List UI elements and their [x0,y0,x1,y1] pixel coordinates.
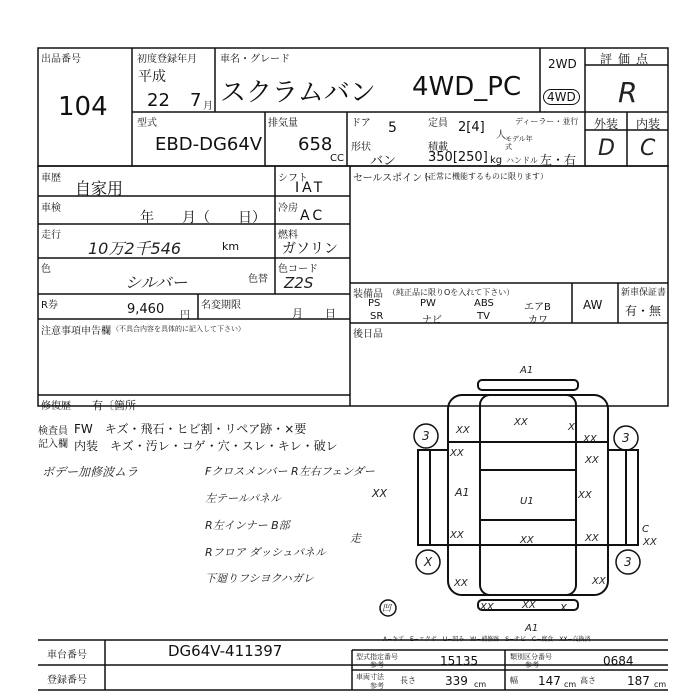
displacement: 658 [298,134,333,155]
diagram-mark: XX [578,490,592,501]
shaken-label: 車検 [41,203,61,214]
diagram-mark: XX [454,578,468,589]
car-name: スクラムバン [220,78,376,108]
warranty-label: 新車保証書 [621,288,667,298]
chassis-number: DG64V-411397 [168,642,283,660]
km-unit: km [222,240,240,253]
equip-abs: ABS [474,298,494,309]
inspector-label-2: 記入欄 [38,439,68,450]
color-change-label: 色替 [248,274,268,285]
type-no: 15135 [440,654,479,668]
reg-no-label: 登録番号 [47,675,87,686]
capacity: 2[4] [458,120,485,135]
grade: 4WD_PC [412,72,522,102]
equip-airbag: エアB [524,302,551,313]
date-label: 後日品 [353,329,383,340]
dealer-label: ディーラー・並行 [515,117,579,126]
width: 147 [538,674,561,688]
person-unit: 人 [496,130,506,141]
sales-label: セールスポイント [353,173,433,184]
len-label: 長さ [400,676,416,685]
note-6: 下廻りフシヨクハガレ [205,572,314,585]
model-code: EBD-DG64V [155,134,263,155]
equip-navi: ナビ [422,315,442,326]
type-no-label: 型式指定番号 [356,653,398,661]
equip-sub: （純正品に限りOを入れて下さい） [388,288,515,297]
lot-number: 104 [58,92,108,122]
circle-mark: 3 [422,429,430,443]
shaken-value: 年 月（ 日） [140,210,266,226]
note-4: R左インナー B部 [205,519,290,532]
height: 187 [627,674,650,688]
diagram-mark: XX [450,448,464,459]
inspector-row-2: 内装 キズ・汚レ・コゲ・穴・スレ・キレ・破レ [74,439,338,453]
ac-label: 冷房 [278,203,298,214]
circle-mark: 3 [624,555,632,569]
model-year-label: モデル年式 [505,135,533,151]
reg-month: 7 [190,90,202,111]
mileage: 10万2千546 [88,239,182,258]
diagram-mark: X [560,603,567,614]
displacement-label: 排気量 [268,118,298,129]
equip-pw: PW [420,298,436,309]
equip-aw: AW [583,298,603,312]
diagram-mark-a1: A1 [455,486,470,499]
note-3: 左テールパネル [205,492,282,505]
equip-label: 装備品 [353,289,383,300]
recycle-amount: 9,460 [127,302,165,317]
kg-unit: kg [490,155,503,166]
history: 自家用 [75,179,124,198]
diagram-legend: A−キズ E−エクボ U−凹み W−補修跡 S−サビ C−腐食 XX−交換済 [383,636,591,643]
diagram-mark-c: C [642,524,649,535]
chassis-label: 車台番号 [47,650,87,661]
drive-4wd: 4WD [543,89,580,105]
inspector-label-1: 検査員 [38,426,68,437]
dims-label: 車両寸法 [356,673,384,681]
note-1: ボデー加修波ムラ [42,465,139,479]
class-no-label: 類別区分番号 [510,653,552,661]
diagram-mark: XX [520,535,534,546]
diagram-mark-a1-bottom: A1 [525,623,539,634]
notes-sub: （不具合内容を具体的に記入して下さい） [112,325,245,333]
diagram-mark: XX [643,537,657,548]
handle-label: ハンドル [506,156,538,165]
exterior-grade: D [598,136,615,161]
mileage-label: 走行 [41,230,61,241]
capacity-label: 定員 [428,118,448,129]
diagram-mark: XX [522,600,536,611]
diagram-mark: XX [480,602,494,613]
doors: 5 [388,120,397,136]
note-5: Rフロア ダッシュパネル [205,546,326,559]
diagram-mark-u1: U1 [520,496,534,507]
color-label: 色 [41,264,51,275]
diagram-mark-a1-top: A1 [520,365,534,376]
color: シルバー [125,273,188,292]
interior-grade: C [640,136,656,161]
diagram-mark: X [568,422,575,433]
shift: IAT [295,180,326,196]
type-no-ref: 参考 [370,661,384,669]
handle: 左・右 [540,153,577,167]
rating-label: 評価点 [600,52,655,66]
repair-label: 修復歴 [41,401,71,412]
cc-unit: CC [330,153,344,164]
reg-label: 初度登録年月 [137,54,197,65]
inspector-row-1: FW キズ・飛石・ヒビ割・リペア跡・×要 [74,422,307,436]
color-code-label: 色コード [278,264,318,275]
lot-label: 出品番号 [41,54,81,65]
diagram-mark: XX [583,434,597,445]
dims-ref: 参考 [370,682,384,690]
diagram-mark: XX [585,455,599,466]
diagram-mark: XX [456,425,470,436]
diagram-mark: XX [514,417,528,428]
shape: バン [370,154,397,169]
drive-2wd: 2WD [548,57,577,71]
name-change-label: 名変期限 [201,300,241,311]
equip-leather: カワ [528,315,548,326]
reg-year: 22 [147,90,170,111]
color-code: Z2S [284,274,314,292]
note-xx: XX [372,487,388,500]
repair-value: 有〔箇所 [92,399,136,412]
shape-label: 形状 [351,142,371,153]
rating-value: R [618,76,638,109]
note-2: Fクロスメンバー R左右フェンダー [205,465,375,478]
fuel-label: 燃料 [278,230,298,241]
month-day: 月 日 [292,307,336,320]
sales-sub: （正常に機能するものに限ります） [420,172,548,181]
month-unit: 月 [203,101,213,112]
equip-sr: SR [370,311,384,322]
era: 平成 [138,69,166,85]
len-unit: cm [474,680,487,689]
circle-mark: X [424,555,433,569]
yen-unit: 円 [180,310,190,321]
ac: AC [300,208,326,224]
width-label: 幅 [510,676,518,685]
height-label: 高さ [580,676,596,685]
note-dent: 凹 [382,604,392,614]
history-label: 車歴 [41,173,61,184]
note-bracket: 走 [350,532,361,545]
warranty-value: 有・無 [625,304,662,318]
recycle-label: R券 [41,300,58,311]
model-label: 型式 [137,118,157,129]
diagram-mark: XX [592,576,606,587]
interior-label: 内装 [636,117,661,131]
height-unit: cm [654,680,667,689]
diagram-mark: XX [450,530,464,541]
shift-label: シフト [278,173,308,184]
length: 339 [445,674,468,688]
load: 350[250] [428,150,488,165]
class-no: 0684 [603,654,634,668]
diagram-mark: XX [585,533,599,544]
fuel: ガソリン [282,241,338,257]
width-unit: cm [564,680,577,689]
equip-tv: TV [477,311,490,322]
equip-ps: PS [368,298,381,309]
notes-label: 注意事項申告欄 [41,326,111,337]
door-label: ドア [351,118,371,129]
class-no-ref: 参考 [525,661,539,669]
name-label: 車名・グレード [220,54,290,65]
circle-mark: 3 [622,431,630,445]
exterior-label: 外装 [594,117,619,131]
load-label: 積載 [428,142,448,153]
